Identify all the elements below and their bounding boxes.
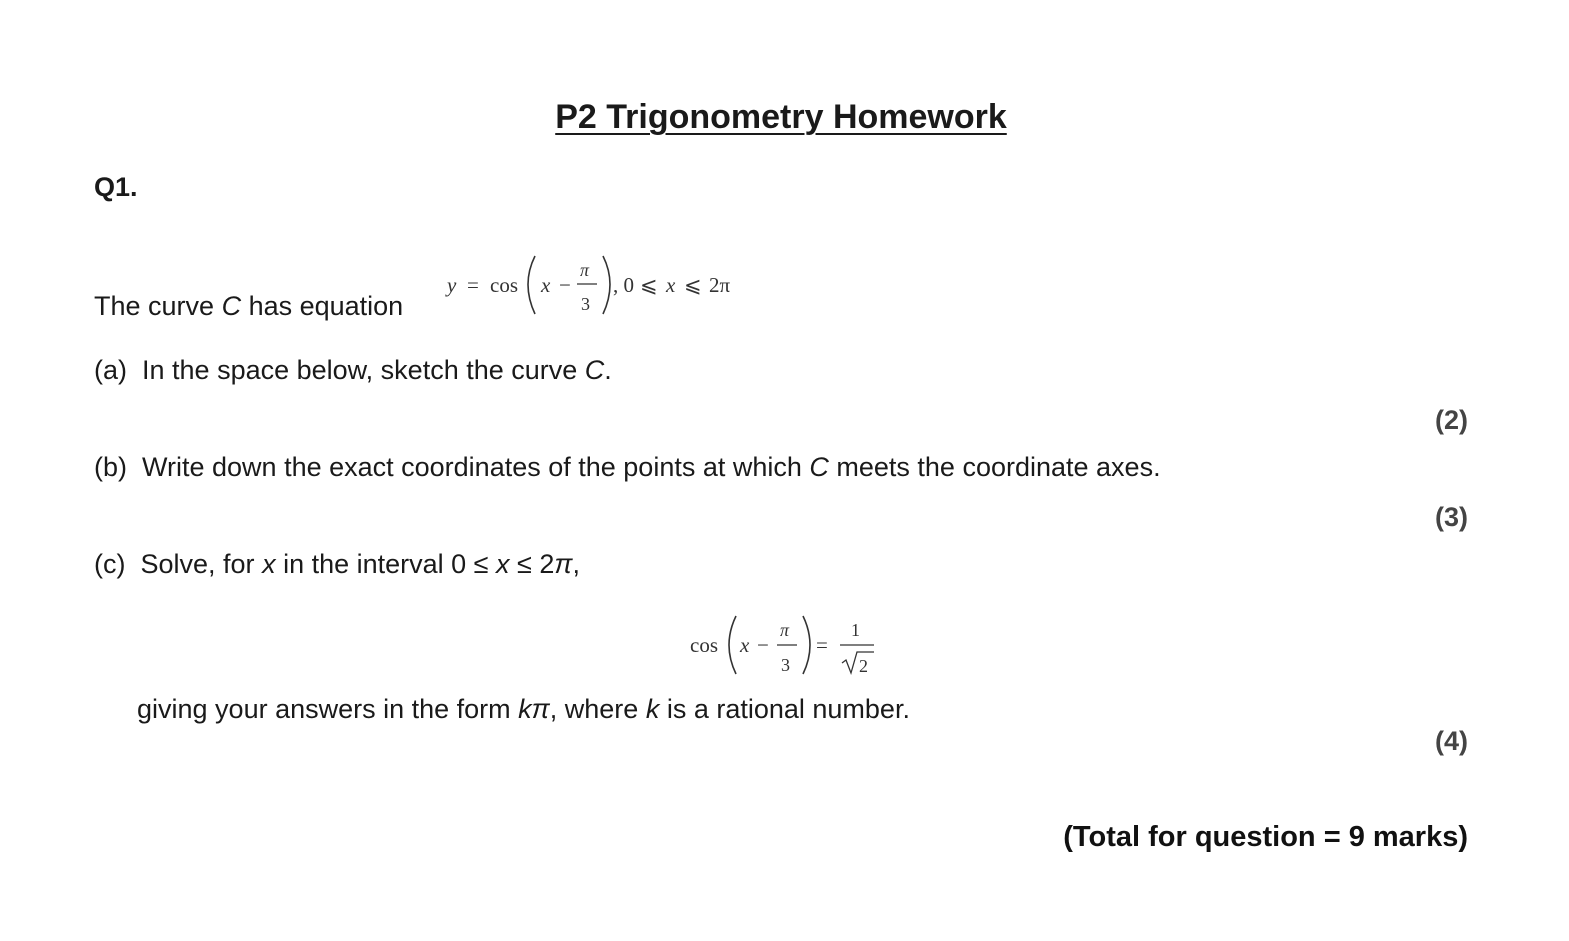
part-b bbox=[94, 452, 1161, 483]
curve-equation bbox=[443, 248, 753, 320]
part-b-text-after: meets the coordinate axes. bbox=[828, 452, 1161, 482]
part-b-curve-name: C bbox=[809, 452, 829, 482]
answer-pi: π bbox=[531, 694, 550, 724]
part-c-pi: π bbox=[554, 549, 573, 579]
part-c-var: x bbox=[262, 549, 276, 579]
part-c-text-end: ≤ 2 bbox=[509, 549, 555, 579]
eq-leq1: ⩽ bbox=[640, 273, 658, 297]
curve-equation-svg bbox=[443, 248, 753, 320]
eq-domain-prefix: , 0 bbox=[613, 273, 634, 297]
c-eq-denominator: 3 bbox=[781, 655, 790, 675]
part-c-text-before: Solve, for bbox=[140, 549, 263, 579]
eq-var: x bbox=[541, 273, 551, 297]
eq-equals: = bbox=[467, 273, 479, 297]
c-eq-minus: − bbox=[757, 633, 769, 657]
part-a bbox=[94, 355, 612, 386]
intro-suffix: has equation bbox=[241, 291, 404, 321]
c-eq-var: x bbox=[740, 633, 750, 657]
eq-minus: − bbox=[559, 273, 571, 297]
eq-numerator: π bbox=[580, 260, 590, 280]
curve-name: C bbox=[221, 291, 242, 321]
c-eq-equals: = bbox=[816, 633, 828, 657]
eq-domain-var: x bbox=[666, 273, 676, 297]
right-paren bbox=[603, 256, 610, 314]
answer-k2: k bbox=[645, 694, 660, 724]
c-right-paren bbox=[803, 616, 810, 674]
part-a-curve-name: C bbox=[584, 355, 605, 385]
document-title: P2 Trigonometry Homework bbox=[555, 98, 1007, 136]
answer-text-before: giving your answers in the form bbox=[137, 694, 519, 724]
question-total: (Total for question = 9 marks) bbox=[1063, 821, 1468, 853]
part-c bbox=[94, 549, 580, 580]
c-eq-rhs-denominator: 2 bbox=[859, 656, 868, 676]
intro-prefix: The curve bbox=[94, 291, 222, 321]
eq-leq2: ⩽ bbox=[684, 273, 702, 297]
answer-text-middle: , where bbox=[549, 694, 646, 724]
part-a-marks: (2) bbox=[1435, 405, 1468, 435]
part-c-var2: x bbox=[496, 549, 510, 579]
eq-denominator: 3 bbox=[581, 294, 590, 314]
part-c-text-middle: in the interval 0 ≤ bbox=[275, 549, 496, 579]
c-eq-rhs-numerator: 1 bbox=[851, 620, 860, 640]
c-eq-func: cos bbox=[690, 633, 718, 657]
c-eq-numerator: π bbox=[780, 620, 790, 640]
part-b-label: (b) bbox=[94, 452, 127, 482]
part-c-label: (c) bbox=[94, 549, 126, 579]
eq-func: cos bbox=[490, 273, 518, 297]
question-label: Q1. bbox=[94, 172, 138, 202]
answer-k: k bbox=[518, 694, 532, 724]
part-c-answer-form bbox=[137, 694, 910, 725]
part-a-end: . bbox=[604, 355, 612, 385]
c-left-paren bbox=[729, 616, 736, 674]
part-c-equation bbox=[686, 610, 886, 682]
part-a-text: In the space below, sketch the curve bbox=[142, 355, 585, 385]
eq-lhs: y bbox=[447, 273, 457, 297]
intro-text bbox=[94, 291, 403, 322]
eq-domain-upper: 2π bbox=[709, 273, 731, 297]
part-b-text-before: Write down the exact coordinates of the points at which bbox=[142, 452, 810, 482]
answer-text-end: is a rational number. bbox=[659, 694, 910, 724]
part-c-marks: (4) bbox=[1435, 726, 1468, 756]
sqrt-sign bbox=[842, 652, 874, 673]
part-b-marks: (3) bbox=[1435, 502, 1468, 532]
left-paren bbox=[528, 256, 535, 314]
part-c-equation-svg bbox=[686, 610, 886, 682]
part-a-label: (a) bbox=[94, 355, 127, 385]
part-c-comma: , bbox=[572, 549, 580, 579]
